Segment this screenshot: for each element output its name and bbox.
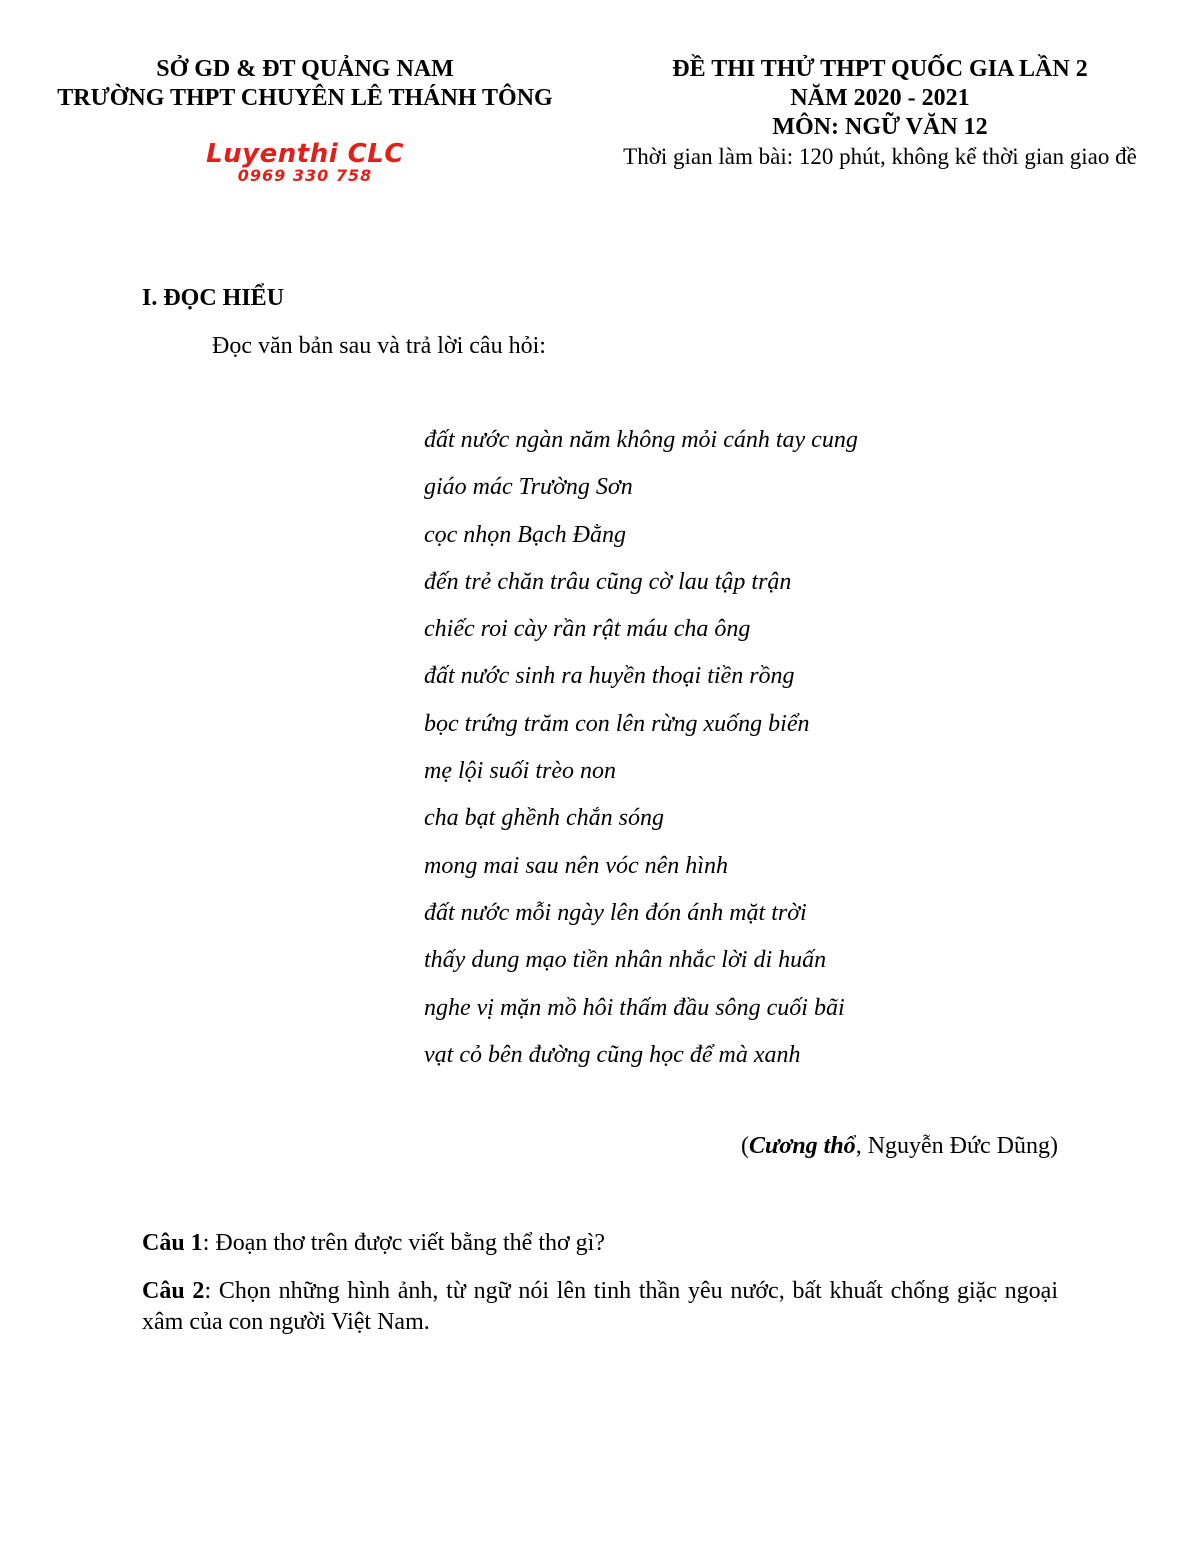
poem-line: mẹ lội suối trèo non <box>424 758 616 785</box>
poem-line: đất nước ngàn năm không mỏi cánh tay cung <box>424 427 858 453</box>
department-name: SỞ GD & ĐT QUẢNG NAM <box>156 56 454 82</box>
poem-line: chiếc roi cày rần rật máu cha ông <box>424 616 751 643</box>
poem-line: nghe vị mặn mồ hôi thấm đầu sông cuối bãi <box>424 994 845 1021</box>
logo-name: Luyenthi CLC <box>206 139 404 169</box>
question-label: Câu 2 <box>142 1278 205 1304</box>
poem-line: mong mai sau nên vóc nên hình <box>424 852 728 879</box>
question-text: : Chọn những hình ảnh, từ ngữ nói lên tinh thần yêu nước, bất khuất chống giặc ngoại xâm của con người Việt Nam. <box>142 1278 1059 1335</box>
exam-subject: MÔN: NGỮ VĂN 12 <box>772 114 988 140</box>
poem-line: đến trẻ chăn trâu cũng cờ lau tập trận <box>424 568 792 595</box>
watermark-logo <box>190 140 420 184</box>
school-name: TRƯỜNG THPT CHUYÊN LÊ THÁNH TÔNG <box>57 85 553 111</box>
source-author: , Nguyễn Đức Dũng) <box>855 1133 1058 1159</box>
school-header <box>20 55 590 113</box>
question-2 <box>142 1276 1058 1338</box>
exam-year: NĂM 2020 - 2021 <box>790 85 970 111</box>
poem <box>424 422 858 1084</box>
poem-line: bọc trứng trăm con lên rừng xuống biển <box>424 710 810 737</box>
exam-header <box>600 55 1160 171</box>
section-title: I. ĐỌC HIỂU <box>142 285 285 311</box>
poem-line: giáo mác Trường Sơn <box>424 474 633 501</box>
poem-line: đất nước sinh ra huyền thoại tiền rồng <box>424 663 795 690</box>
poem-line: đất nước mỗi ngày lên đón ánh mặt trời <box>424 899 807 926</box>
exam-time: Thời gian làm bài: 120 phút, không kể thời gian giao đề <box>623 144 1137 169</box>
section-instruction: Đọc văn bản sau và trả lời câu hỏi: <box>212 333 546 359</box>
poem-line: thấy dung mạo tiền nhân nhắc lời di huấn <box>424 947 827 974</box>
source-open: ( <box>741 1133 750 1159</box>
question-text: : Đoạn thơ trên được viết bằng thể thơ gì? <box>202 1230 606 1256</box>
poem-line: cọc nhọn Bạch Đằng <box>424 521 626 548</box>
logo-phone: 0969 330 758 <box>237 166 373 185</box>
source-work: Cương thổ <box>749 1133 856 1159</box>
exam-title: ĐỀ THI THỬ THPT QUỐC GIA LẦN 2 <box>672 56 1088 82</box>
question-label: Câu 1 <box>142 1230 203 1256</box>
question-1 <box>142 1228 1058 1259</box>
poem-line: vạt cỏ bên đường cũng học để mà xanh <box>424 1041 801 1068</box>
poem-line: cha bạt ghềnh chắn sóng <box>424 805 664 832</box>
poem-source <box>741 1133 1058 1160</box>
